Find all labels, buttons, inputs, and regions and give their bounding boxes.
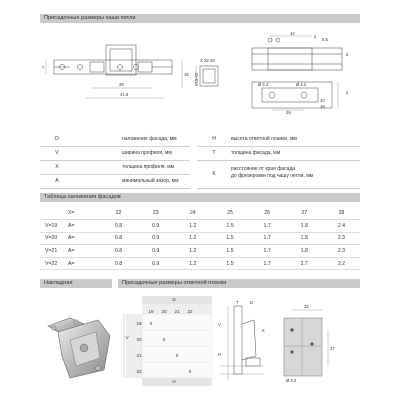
legend-text: толщина профиля, мм	[122, 164, 175, 170]
grid-col-label: 21	[174, 309, 180, 314]
table-cell: 1.7	[249, 245, 286, 258]
section-header-plate-dims: Присадочные размеры ответной планки	[118, 279, 360, 288]
legend-letter: V	[55, 150, 59, 156]
table-cell: V=19	[40, 220, 60, 233]
table-header-cell: 24	[174, 207, 211, 220]
table-cell: 0.8	[100, 257, 137, 270]
table-cell: 0.8	[100, 245, 137, 258]
table-cell: 1.7	[249, 232, 286, 245]
dim-label: 32	[304, 304, 309, 309]
table-header-cell: X=	[60, 207, 100, 220]
plate-top-drawing	[242, 26, 362, 114]
table-header-cell: 22	[100, 207, 137, 220]
legend-letter: D	[55, 136, 59, 142]
dim-label: Ø 4.2	[258, 82, 269, 87]
table-cell: 1.2	[174, 257, 211, 270]
table-header-cell: 25	[211, 207, 248, 220]
grid-row-label: 19	[136, 321, 142, 326]
table-cell: 1.8	[286, 220, 323, 233]
dim-label: V19-22	[194, 72, 199, 86]
table-row	[40, 220, 360, 233]
legend-letter: H	[212, 136, 216, 142]
overlay-table	[40, 207, 360, 270]
legend-text: ширина профиля, мм	[122, 150, 172, 156]
dim-label: 42	[290, 31, 295, 36]
grid-h-label: H	[172, 379, 176, 384]
table-row	[40, 245, 360, 258]
dim-label: Ø 4.2	[296, 82, 307, 87]
legend-letter: T	[212, 150, 216, 156]
table-cell: A=	[60, 245, 100, 258]
section-header-overlay-table: Таблица наложения фасадов	[40, 193, 360, 202]
legend-divider	[197, 160, 360, 161]
table-header-cell: 28	[323, 207, 360, 220]
table-cell: 0.8	[100, 232, 137, 245]
table-cell: 1.7	[286, 257, 323, 270]
legend-text: расстояние от края фасада до фрезеровки под чашу петли, мм	[231, 166, 314, 179]
table-cell: 1.5	[211, 257, 248, 270]
table-cell: V=20	[40, 232, 60, 245]
table-row	[40, 257, 360, 270]
legend-text: толщина фасада, мм	[231, 150, 281, 156]
grid-mark: 0	[149, 321, 153, 326]
grid-mark: 0	[188, 369, 192, 374]
table-cell: A=	[60, 220, 100, 233]
table-cell: 0.9	[137, 257, 174, 270]
legend-divider	[197, 188, 360, 189]
legend-text: минимальный зазор, мм	[122, 178, 179, 184]
table-cell: V=22	[40, 257, 60, 270]
table-row	[40, 232, 360, 245]
table-cell: 0.9	[137, 232, 174, 245]
section-header-overlay-type: Накладная	[40, 279, 112, 288]
dim-label: 2	[314, 34, 317, 39]
table-cell: 2.2	[323, 257, 360, 270]
grid-v-label: V	[125, 335, 129, 340]
table-cell: 1.2	[174, 220, 211, 233]
legend-divider	[197, 146, 360, 147]
table-header-cell: 27	[286, 207, 323, 220]
dim-label: 10	[320, 98, 325, 103]
table-cell: 1.5	[211, 220, 248, 233]
section-header-cup-dims: Присадочные размеры чаши петли	[40, 14, 360, 23]
plate-front-drawing	[276, 300, 362, 384]
table-cell: A=	[60, 257, 100, 270]
grid-d-label: D	[172, 297, 176, 302]
cup-profile-drawing	[40, 26, 240, 108]
table-cell: 1.8	[286, 232, 323, 245]
dim-label: X 22-28	[200, 58, 215, 63]
table-cell	[40, 207, 60, 220]
grid-mark: 0	[162, 337, 166, 342]
drawing-label: D	[250, 300, 254, 305]
table-cell: 0.9	[137, 220, 174, 233]
legend-letter: X	[55, 164, 59, 170]
dim-label: 7	[42, 65, 45, 70]
dim-label: 6.5	[322, 37, 328, 42]
drawing-label: H	[218, 352, 222, 357]
table-cell: V=21	[40, 245, 60, 258]
table-header-row	[40, 207, 360, 220]
dim-label: 5	[346, 52, 349, 57]
grid-col-label: 19	[148, 309, 154, 314]
dim-label: 16	[184, 72, 189, 77]
dim-label: 28	[119, 82, 124, 87]
legend-text: наложение фасада, мм	[122, 136, 177, 142]
table-cell: 2.3	[323, 245, 360, 258]
dim-label: 18	[320, 104, 325, 109]
grid-row-label: 21	[136, 353, 142, 358]
dim-label: Ø 4.2	[286, 378, 297, 383]
legend-letter: A	[55, 178, 59, 184]
grid-row-label: 22	[136, 369, 142, 374]
drawing-label: V	[218, 322, 221, 327]
table-cell: 1.7	[249, 220, 286, 233]
dim-label: 28	[286, 110, 291, 114]
legend-divider	[40, 188, 190, 189]
table-cell: 1.2	[174, 245, 211, 258]
drawing-label: K	[262, 328, 265, 333]
table-cell: 0.9	[137, 245, 174, 258]
drawing-label: T	[236, 300, 239, 305]
grid-col-label: 22	[187, 309, 193, 314]
legend-text: высота ответной планки, мм	[231, 136, 297, 142]
table-header-cell: 23	[137, 207, 174, 220]
dim-label: 37	[330, 346, 335, 351]
table-cell: A=	[60, 232, 100, 245]
table-cell: 2.4	[323, 220, 360, 233]
table-cell: 0.8	[100, 220, 137, 233]
grid-row-label: 20	[136, 337, 142, 342]
table-header-cell: 26	[249, 207, 286, 220]
table-cell: 1.8	[286, 245, 323, 258]
table-cell: 1.5	[211, 245, 248, 258]
table-cell: 2.3	[323, 232, 360, 245]
hinge-illustration	[40, 296, 116, 386]
table-cell: 1.2	[174, 232, 211, 245]
grid-mark: 0	[175, 353, 179, 358]
hinge-side-drawing	[214, 296, 270, 388]
table-cell: 1.5	[211, 232, 248, 245]
dim-label: 2	[346, 90, 349, 95]
dim-label: 41.6	[120, 92, 129, 97]
legend-letter: K	[212, 171, 216, 177]
grid-col-label: 20	[161, 309, 167, 314]
table-cell: 1.7	[249, 257, 286, 270]
